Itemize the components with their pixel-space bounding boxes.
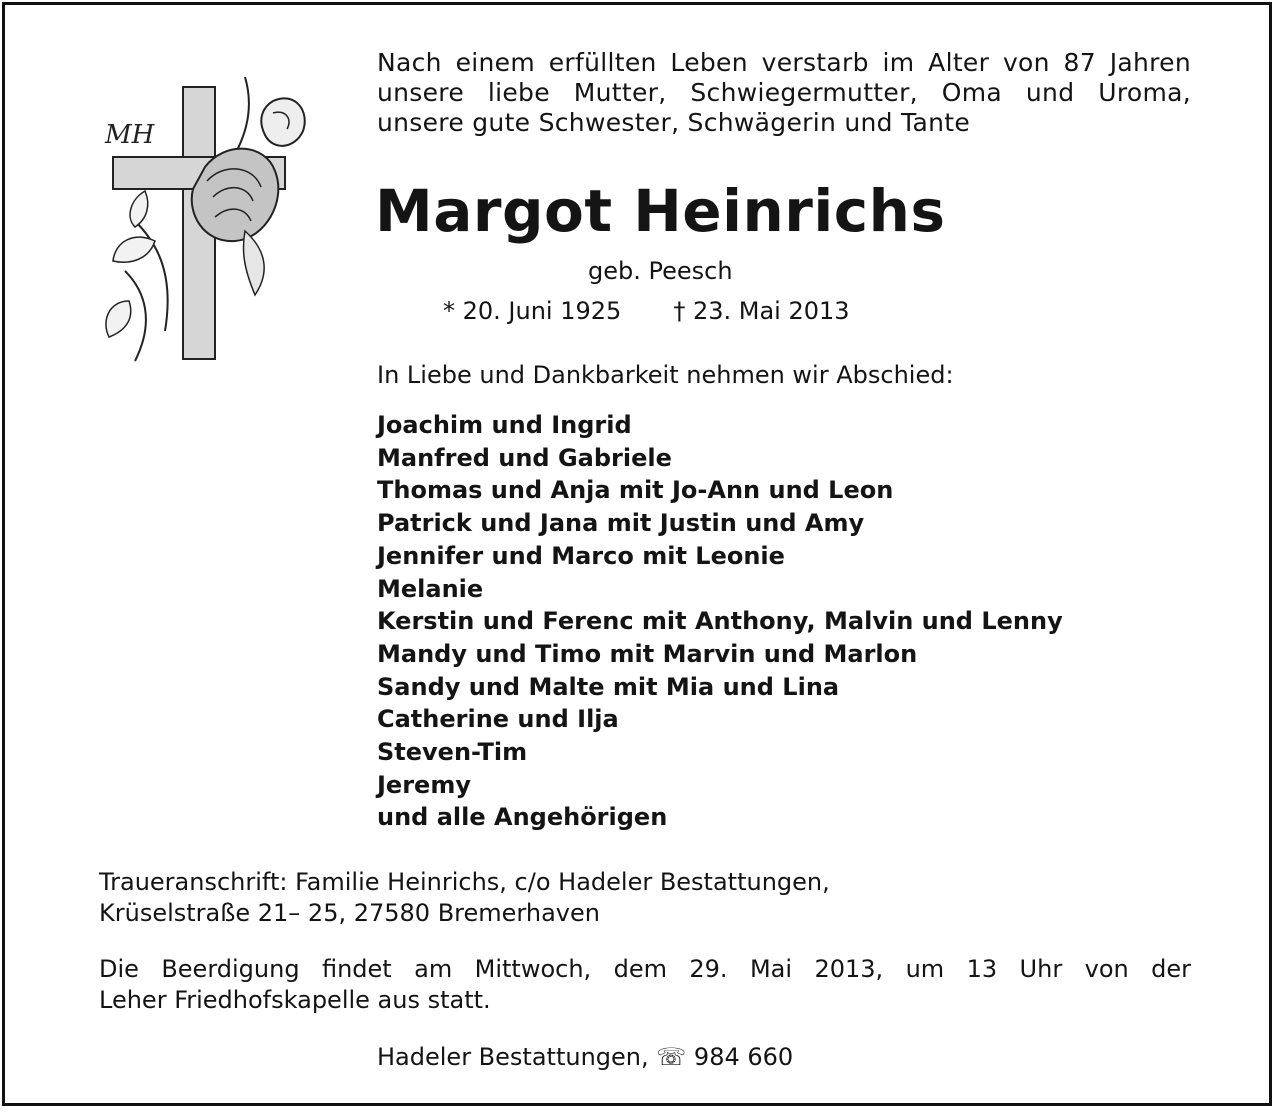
intro-line: unsere liebe Mutter, Schwiegermutter, Oma und Uroma, bbox=[377, 78, 1191, 107]
mourner-line: Kerstin und Ferenc mit Anthony, Malvin und Lenny bbox=[377, 607, 1063, 636]
intro-text bbox=[377, 48, 1191, 138]
undertaker-contact bbox=[377, 1043, 793, 1071]
mourner-line: Jennifer und Marco mit Leonie bbox=[377, 541, 785, 570]
undertaker-phone: 984 660 bbox=[693, 1043, 794, 1071]
funeral-notice bbox=[99, 954, 1191, 1016]
address-line: Traueranschrift: Familie Heinrichs, c/o Hadeler Bestattungen, bbox=[99, 868, 830, 896]
deceased-name: Margot Heinrichs bbox=[375, 177, 946, 245]
mourner-line: Patrick und Jana mit Justin und Amy bbox=[377, 509, 865, 538]
obituary-frame bbox=[2, 2, 1272, 1106]
mourner-line: und alle Angehörigen bbox=[377, 803, 668, 832]
farewell-text: In Liebe und Dankbarkeit nehmen wir Abschied: bbox=[377, 361, 954, 389]
life-dates bbox=[443, 297, 850, 325]
mourner-line: Manfred und Gabriele bbox=[377, 443, 672, 472]
funeral-line: Leher Friedhofskapelle aus statt. bbox=[99, 986, 491, 1014]
birth-date: * 20. Juni 1925 bbox=[443, 297, 622, 325]
cross-with-flowers-icon bbox=[95, 71, 325, 367]
mourner-line: Catherine und Ilja bbox=[377, 705, 619, 734]
birth-name: geb. Peesch bbox=[588, 257, 733, 285]
telephone-icon: ☏ bbox=[656, 1043, 687, 1071]
undertaker-name: Hadeler Bestattungen, bbox=[377, 1043, 649, 1071]
intro-line: Nach einem erfüllten Leben verstarb im Alter von 87 Jahren bbox=[377, 48, 1191, 77]
mourner-line: Thomas und Anja mit Jo-Ann und Leon bbox=[377, 476, 894, 505]
mourner-line: Mandy und Timo mit Marvin und Marlon bbox=[377, 639, 918, 668]
intro-line: unsere gute Schwester, Schwägerin und Tante bbox=[377, 108, 971, 137]
monogram-text: MH bbox=[105, 120, 155, 150]
mourner-line: Sandy und Malte mit Mia und Lina bbox=[377, 672, 840, 701]
mourner-line: Steven-Tim bbox=[377, 738, 528, 767]
death-date: † 23. Mai 2013 bbox=[673, 297, 850, 325]
address-line: Krüselstraße 21– 25, 27580 Bremerhaven bbox=[99, 899, 600, 927]
mourning-address bbox=[99, 867, 830, 929]
funeral-line: Die Beerdigung findet am Mittwoch, dem 29. Mai 2013, um 13 Uhr von der bbox=[99, 955, 1191, 983]
mourner-line: Joachim und Ingrid bbox=[377, 411, 632, 439]
mourners-list bbox=[377, 409, 1063, 834]
mourner-line: Jeremy bbox=[377, 770, 471, 799]
mourner-line: Melanie bbox=[377, 574, 484, 603]
